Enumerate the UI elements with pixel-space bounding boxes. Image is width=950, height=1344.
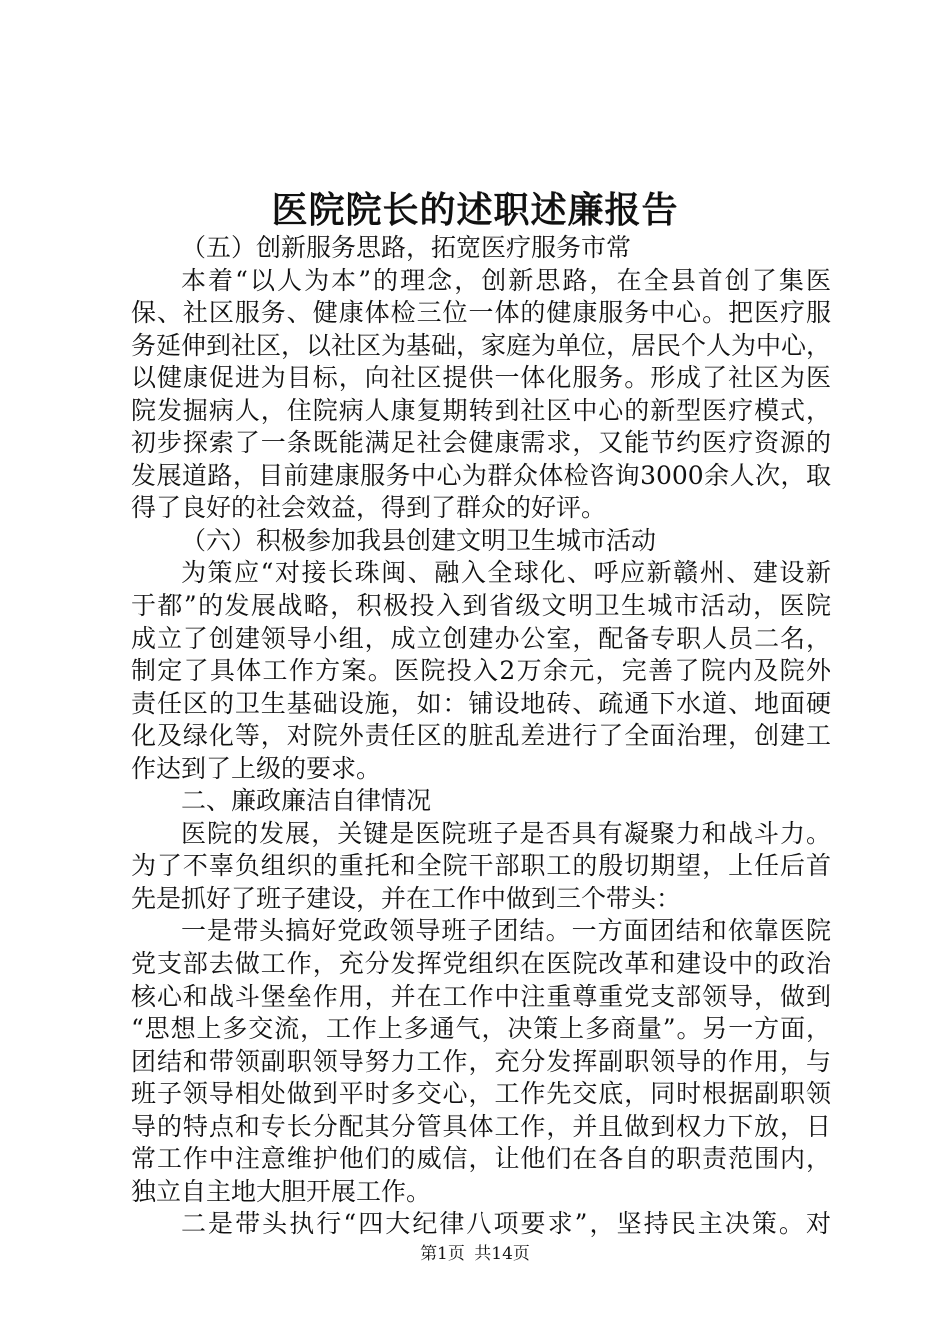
- text-line: 常工作中注意维护他们的威信，让他们在各自的职责范围内，: [131, 1144, 831, 1174]
- text-line: 先是抓好了班子建设，并在工作中做到三个带头：: [131, 883, 682, 913]
- text-line: 作达到了上级的要求。: [131, 753, 382, 783]
- text-line: 医院的发展，关键是医院班子是否具有凝聚力和战斗力。: [181, 818, 831, 848]
- document-body: [131, 232, 831, 1241]
- text-line: 独立自主地大胆开展工作。: [131, 1176, 432, 1206]
- text-line: 发展道路，目前建康服务中心为群众体检咨询3000余人次，取: [131, 460, 831, 490]
- text-line: 初步探索了一条既能满足社会健康需求，又能节约医疗资源的: [131, 428, 831, 458]
- text-line: 为了不辜负组织的重托和全院干部职工的殷切期望，上任后首: [131, 851, 831, 881]
- document-title: 医院院长的述职述廉报告: [271, 189, 679, 231]
- text-line: 得了良好的社会效益，得到了群众的好评。: [131, 493, 607, 523]
- text-line: 务延伸到社区，以社区为基础，家庭为单位，居民个人为中心，: [131, 330, 832, 360]
- text-line: 责任区的卫生基础设施，如：铺设地砖、疏通下水道、地面硬: [131, 688, 831, 718]
- text-line: 二、廉政廉洁自律情况: [181, 786, 432, 816]
- text-line: 班子领导相处做到平时多交心，工作先交底，同时根据副职领: [131, 1079, 831, 1109]
- text-line: 核心和战斗堡垒作用，并在工作中注重尊重党支部领导，做到: [131, 981, 831, 1011]
- text-line: 成立了创建领导小组，成立创建办公室，配备专职人员二名，: [131, 623, 831, 653]
- text-line: 本着“以人为本”的理念，创新思路，在全县首创了集医: [181, 265, 831, 295]
- page-total: 共14页: [474, 1244, 530, 1264]
- text-line: 制定了具体工作方案。医院投入2万余元，完善了院内及院外: [131, 656, 831, 686]
- text-line: 党支部去做工作，充分发挥党组织在医院改革和建设中的政治: [131, 949, 831, 979]
- text-line: 化及绿化等，对院外责任区的脏乱差进行了全面治理，创建工: [131, 721, 831, 751]
- text-line: 一是带头搞好党政领导班子团结。一方面团结和依靠医院: [181, 916, 831, 946]
- page-footer: [0, 1242, 950, 1266]
- text-line: （六）积极参加我县创建文明卫生城市活动: [181, 525, 657, 555]
- text-line: 二是带头执行“四大纪律八项要求”，坚持民主决策。对: [181, 1209, 831, 1239]
- text-line: 团结和带领副职领导努力工作，充分发挥副职领导的作用，与: [131, 1046, 831, 1076]
- page-number: 第1页: [420, 1244, 465, 1264]
- text-line: 院发掘病人，住院病人康复期转到社区中心的新型医疗模式，: [131, 395, 831, 425]
- text-line: 于都”的发展战略，积极投入到省级文明卫生城市活动，医院: [131, 591, 831, 621]
- text-line: 保、社区服务、健康体检三位一体的健康服务中心。把医疗服: [131, 298, 831, 328]
- text-line: “思想上多交流，工作上多通气，决策上多商量”。另一方面，: [131, 1014, 831, 1044]
- text-line: （五）创新服务思路，拓宽医疗服务市常: [181, 233, 632, 262]
- text-line: 导的特点和专长分配其分管具体工作，并且做到权力下放，日: [131, 1111, 831, 1141]
- text-line: 为策应“对接长珠闽、融入全球化、呼应新赣州、建设新: [181, 558, 831, 588]
- text-line: 以健康促进为目标，向社区提供一体化服务。形成了社区为医: [131, 363, 831, 393]
